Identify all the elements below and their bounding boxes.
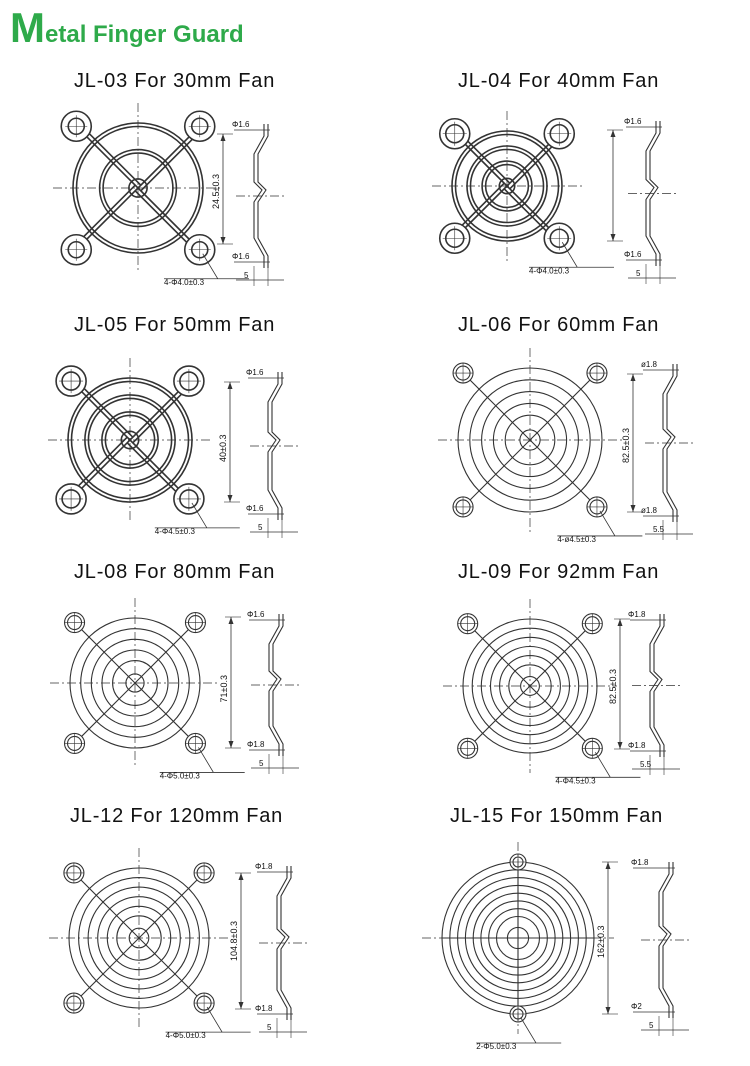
wire-top-label: Φ1.6	[247, 610, 265, 619]
wire-bottom-label: ø1.8	[641, 506, 658, 515]
wire-top-label: ø1.8	[641, 360, 658, 369]
span-label: 162±0.3	[596, 925, 606, 958]
model-label-jl-08: JL-08 For 80mm Fan	[74, 561, 276, 583]
wire-top-label: Φ1.6	[232, 120, 250, 129]
hole-callout: 4-Φ4.5±0.3	[555, 776, 596, 786]
model-label-jl-05: JL-05 For 50mm Fan	[74, 314, 276, 336]
span-arrow-top	[606, 862, 611, 869]
span-label: 104.8±0.3	[229, 921, 239, 961]
wire-top-label: Φ1.8	[631, 858, 649, 867]
span-label: 40±0.3	[218, 434, 228, 462]
hole-callout: 2-Φ5.0±0.3	[476, 1042, 517, 1051]
hole-callout: 4-Φ4.0±0.3	[529, 266, 570, 276]
depth-label: 5	[259, 759, 264, 768]
depth-label: 5	[649, 1021, 654, 1030]
model-label-jl-06: JL-06 For 60mm Fan	[458, 314, 660, 336]
hole-callout: 4-Φ5.0±0.3	[159, 771, 200, 781]
model-label-jl-12: JL-12 For 120mm Fan	[70, 805, 284, 827]
page-title-text: etal Finger Guard	[45, 21, 244, 48]
span-label: 24.5±0.3	[211, 174, 221, 209]
model-label-jl-09: JL-09 For 92mm Fan	[458, 561, 660, 583]
wire-bottom-label: Φ2	[631, 1002, 642, 1011]
depth-label: 5	[258, 523, 263, 532]
wire-bottom-label: Φ1.6	[232, 252, 250, 261]
depth-label: 5.5	[653, 525, 665, 534]
wire-bottom-label: Φ1.8	[255, 1004, 273, 1013]
span-label: 82.5±0.3	[608, 669, 618, 704]
model-label-jl-15: JL-15 For 150mm Fan	[450, 805, 664, 827]
page-title-initial: M	[10, 4, 45, 51]
wire-bottom-label: Φ1.8	[628, 741, 646, 750]
span-arrow-bottom	[606, 1007, 611, 1014]
wire-top-label: Φ1.6	[246, 368, 264, 377]
hole-callout: 4-Φ4.5±0.3	[154, 526, 195, 536]
model-label-jl-03: JL-03 For 30mm Fan	[74, 70, 276, 92]
depth-label: 5	[636, 269, 641, 278]
hole-callout: 4-Φ5.0±0.3	[165, 1031, 206, 1041]
depth-label: 5.5	[640, 760, 652, 769]
hole-callout: 4-ø4.5±0.3	[557, 534, 597, 544]
model-label-jl-04: JL-04 For 40mm Fan	[458, 70, 660, 92]
hole-callout: 4-Φ4.0±0.3	[164, 277, 205, 287]
depth-label: 5	[244, 271, 249, 280]
wire-bottom-label: Φ1.8	[247, 740, 265, 749]
depth-label: 5	[267, 1023, 272, 1032]
span-label: 71±0.3	[219, 675, 229, 703]
wire-top-label: Φ1.8	[628, 610, 646, 619]
wire-bottom-label: Φ1.6	[246, 504, 264, 513]
wire-top-label: Φ1.6	[624, 117, 642, 126]
wire-top-label: Φ1.8	[255, 862, 273, 871]
span-label: 82.5±0.3	[621, 428, 631, 463]
wire-bottom-label: Φ1.6	[624, 250, 642, 259]
